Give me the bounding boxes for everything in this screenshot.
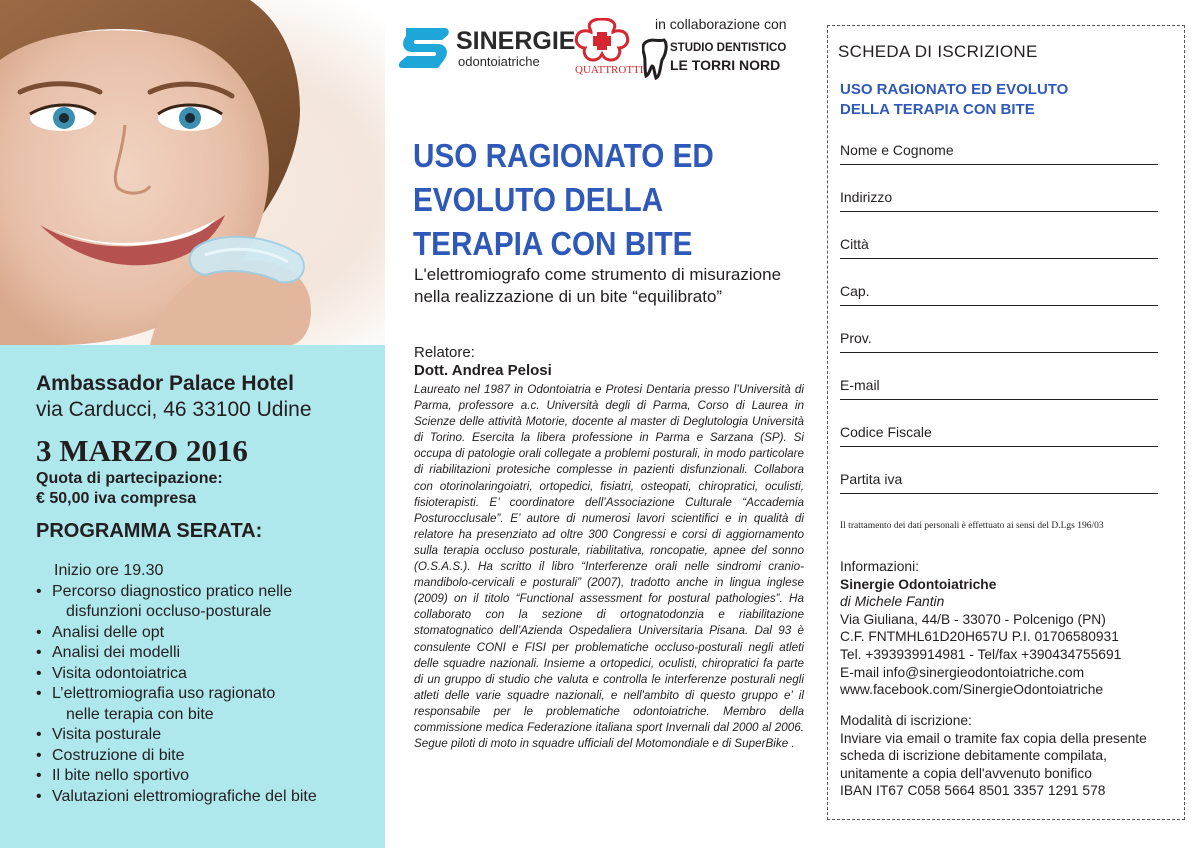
quattrotti-cross-icon [573, 18, 631, 64]
field-partita-iva[interactable] [840, 470, 1158, 494]
venue-address: via Carducci, 46 33100 Udine [36, 398, 312, 421]
info-company: Sinergie Odontoiatriche [840, 576, 997, 592]
event-subtitle [414, 264, 819, 308]
field-cap[interactable] [840, 282, 1158, 306]
info-phone: Tel. +393939914981 - Tel/fax +390434755691 [840, 646, 1122, 662]
collaboration-text: in collaborazione con [655, 16, 787, 32]
event-details-panel [0, 345, 385, 848]
field-label: Codice Fiscale [840, 424, 932, 440]
program-list [36, 561, 385, 807]
field-label: Città [840, 236, 869, 252]
info-label: Informazioni: [840, 559, 919, 574]
info-address: Via Giuliana, 44/B - 33070 - Polcenigo (PN) [840, 611, 1106, 627]
speaker-bio: Laureato nel 1987 in Odontoiatria e Protesi Dentaria presso l’Università di Parma, professore a.c. Università degli di Parma, Corso di Laurea in Scienze delle attività Motorie, docente al master di Deglutologia Università di Torino. Esercita la libera professione in Parma e Sarzana (SP). Si occupa di patologie orali collegate a problemi posturali, in modo particolare di riabilitazioni protesiche complesse in pazienti disfunzionali. Collabora con otorinolaringoiatri, ortopedici, fisiatri, osteopati, chiropratici, oculisti, fisioterapisti. E’ coordinatore dell’Associazione Culturale “Accademia Posturocclusale”. E’ autore di numerosi lavori scientifici e in qualità di relatore ha presenziato ad oltre 300 Congressi e corsi di aggiornamento sulla terapia occluso posturale, riabilitativa, roncopatie, apnee del sonno (O.S.A.S.). Ha scritto il libro “Interferenze orali nelle sindromi cranio-mandibolo-cervicali e posturali” (2007), tradotto anche in lingua inglese (2009) on il titolo “Functional assessment for postural pathologies”. Ha collaborato con la sezione di ortognatodonzia e riabilitazione stomatognatico dell’Azienda Ospedaliera Universitaria Pisana. Dal 93 è consulente CONI e FISI per problematiche occluso-posturali negli atleti delle squadre nazionali. Insieme a ortopedici, oculisti, chiropratici fa parte di un gruppo di studio che valuta e controlla le interferenze posturali negli atleti delle varie squadre nazionali, e nell'ambito di questo gruppo e' il responsabile per le problematiche odontoiatriche. Membro della commissione medica Federazione italiana sport Invernali dal 2000 al 2006. Segue piloti di moto in squadre ufficiali del Motomondiale e di SuperBike . [414, 383, 804, 751]
mode-line: unitamente a copia dell'avvenuto bonifico [840, 765, 1092, 781]
field-citta[interactable] [840, 235, 1158, 259]
program-item: • Costruzione di bite [36, 746, 385, 767]
info-fiscal: C.F. FNTMHL61D20H657U P.I. 01706580931 [840, 629, 1119, 645]
course-line: DELLA TERAPIA CON BITE [840, 101, 1035, 118]
field-codice-fiscale[interactable] [840, 423, 1158, 447]
field-prov[interactable] [840, 329, 1158, 353]
field-label: E-mail [840, 377, 880, 393]
info-email[interactable]: E-mail info@sinergieodontoiatriche.com [840, 664, 1085, 680]
sinergie-subtitle: odontoiatriche [458, 54, 540, 69]
event-title [413, 134, 773, 266]
program-title: PROGRAMMA SERATA: [36, 520, 263, 542]
subtitle-line: L'elettromiografo come strumento di misurazione [414, 265, 782, 284]
sinergie-s-icon [398, 22, 452, 74]
studio-dentistico-logo [642, 36, 802, 82]
mode-label: Modalità di iscrizione: [840, 713, 972, 728]
quattrotti-logo [573, 18, 644, 78]
hero-photo [0, 0, 385, 345]
registration-mode [840, 712, 1175, 800]
sinergie-logo [398, 22, 576, 74]
venue-name: Ambassador Palace Hotel [36, 372, 294, 395]
program-start: Inizio ore 19.30 [54, 562, 164, 579]
tooth-icon [642, 38, 668, 80]
field-label: Prov. [840, 330, 872, 346]
field-label: Cap. [840, 283, 870, 299]
subtitle-line: nella realizzazione di un bite “equilibrato” [414, 287, 723, 306]
studio-line-2: LE TORRI NORD [670, 57, 781, 73]
fee-value: € 50,00 iva compresa [36, 490, 197, 507]
form-course-title [840, 80, 1068, 120]
program-item: • Visita odontoiatrica [36, 664, 385, 685]
program-item: • Valutazioni elettromiografiche del bite [36, 787, 385, 808]
field-indirizzo[interactable] [840, 188, 1158, 212]
privacy-note: Il trattamento dei dati personali è effettuato ai sensi del D.Lgs 196/03 [840, 521, 1104, 531]
fee-label: Quota di partecipazione: [36, 470, 223, 487]
program-item: • Analisi delle opt [36, 623, 385, 644]
field-label: Partita iva [840, 471, 903, 487]
program-item: • Visita posturale [36, 725, 385, 746]
field-email[interactable] [840, 376, 1158, 400]
studio-line-1: STUDIO DENTISTICO [670, 42, 787, 54]
field-label: Indirizzo [840, 189, 893, 205]
program-item: • Percorso diagnostico pratico nelle disfunzioni occluso-posturale [36, 582, 385, 623]
quattrotti-name: QUATTROTTI [575, 64, 644, 76]
speaker-name: Dott. Andrea Pelosi [414, 362, 552, 379]
title-line: TERAPIA CON BITE [413, 225, 693, 262]
title-line: USO RAGIONATO ED [413, 137, 714, 174]
mode-line: Inviare via email o tramite fax copia della presente [840, 730, 1147, 746]
info-block [840, 558, 1121, 699]
field-label: Nome e Cognome [840, 142, 954, 158]
info-owner: di Michele Fantin [840, 594, 945, 610]
info-web[interactable]: www.facebook.com/SinergieOdontoiatriche [840, 682, 1104, 698]
course-line: USO RAGIONATO ED EVOLUTO [840, 81, 1069, 98]
field-nome-cognome[interactable] [840, 141, 1158, 165]
program-item: • Analisi dei modelli [36, 643, 385, 664]
mode-line: scheda di iscrizione debitamente compilata, [840, 748, 1107, 764]
speaker-label: Relatore: [414, 344, 475, 361]
program-item: • Il bite nello sportivo [36, 766, 385, 787]
form-heading: SCHEDA DI ISCRIZIONE [838, 42, 1038, 61]
title-line: EVOLUTO DELLA [413, 181, 664, 218]
woman-with-bite-illustration [0, 0, 385, 345]
program-item: • L’elettromiografia uso ragionato nelle terapia con bite [36, 684, 385, 725]
sinergie-name: SINERGIE [456, 27, 576, 55]
event-date: 3 MARZO 2016 [36, 433, 248, 468]
mode-line: IBAN IT67 C058 5664 8501 3357 1291 578 [840, 783, 1106, 799]
